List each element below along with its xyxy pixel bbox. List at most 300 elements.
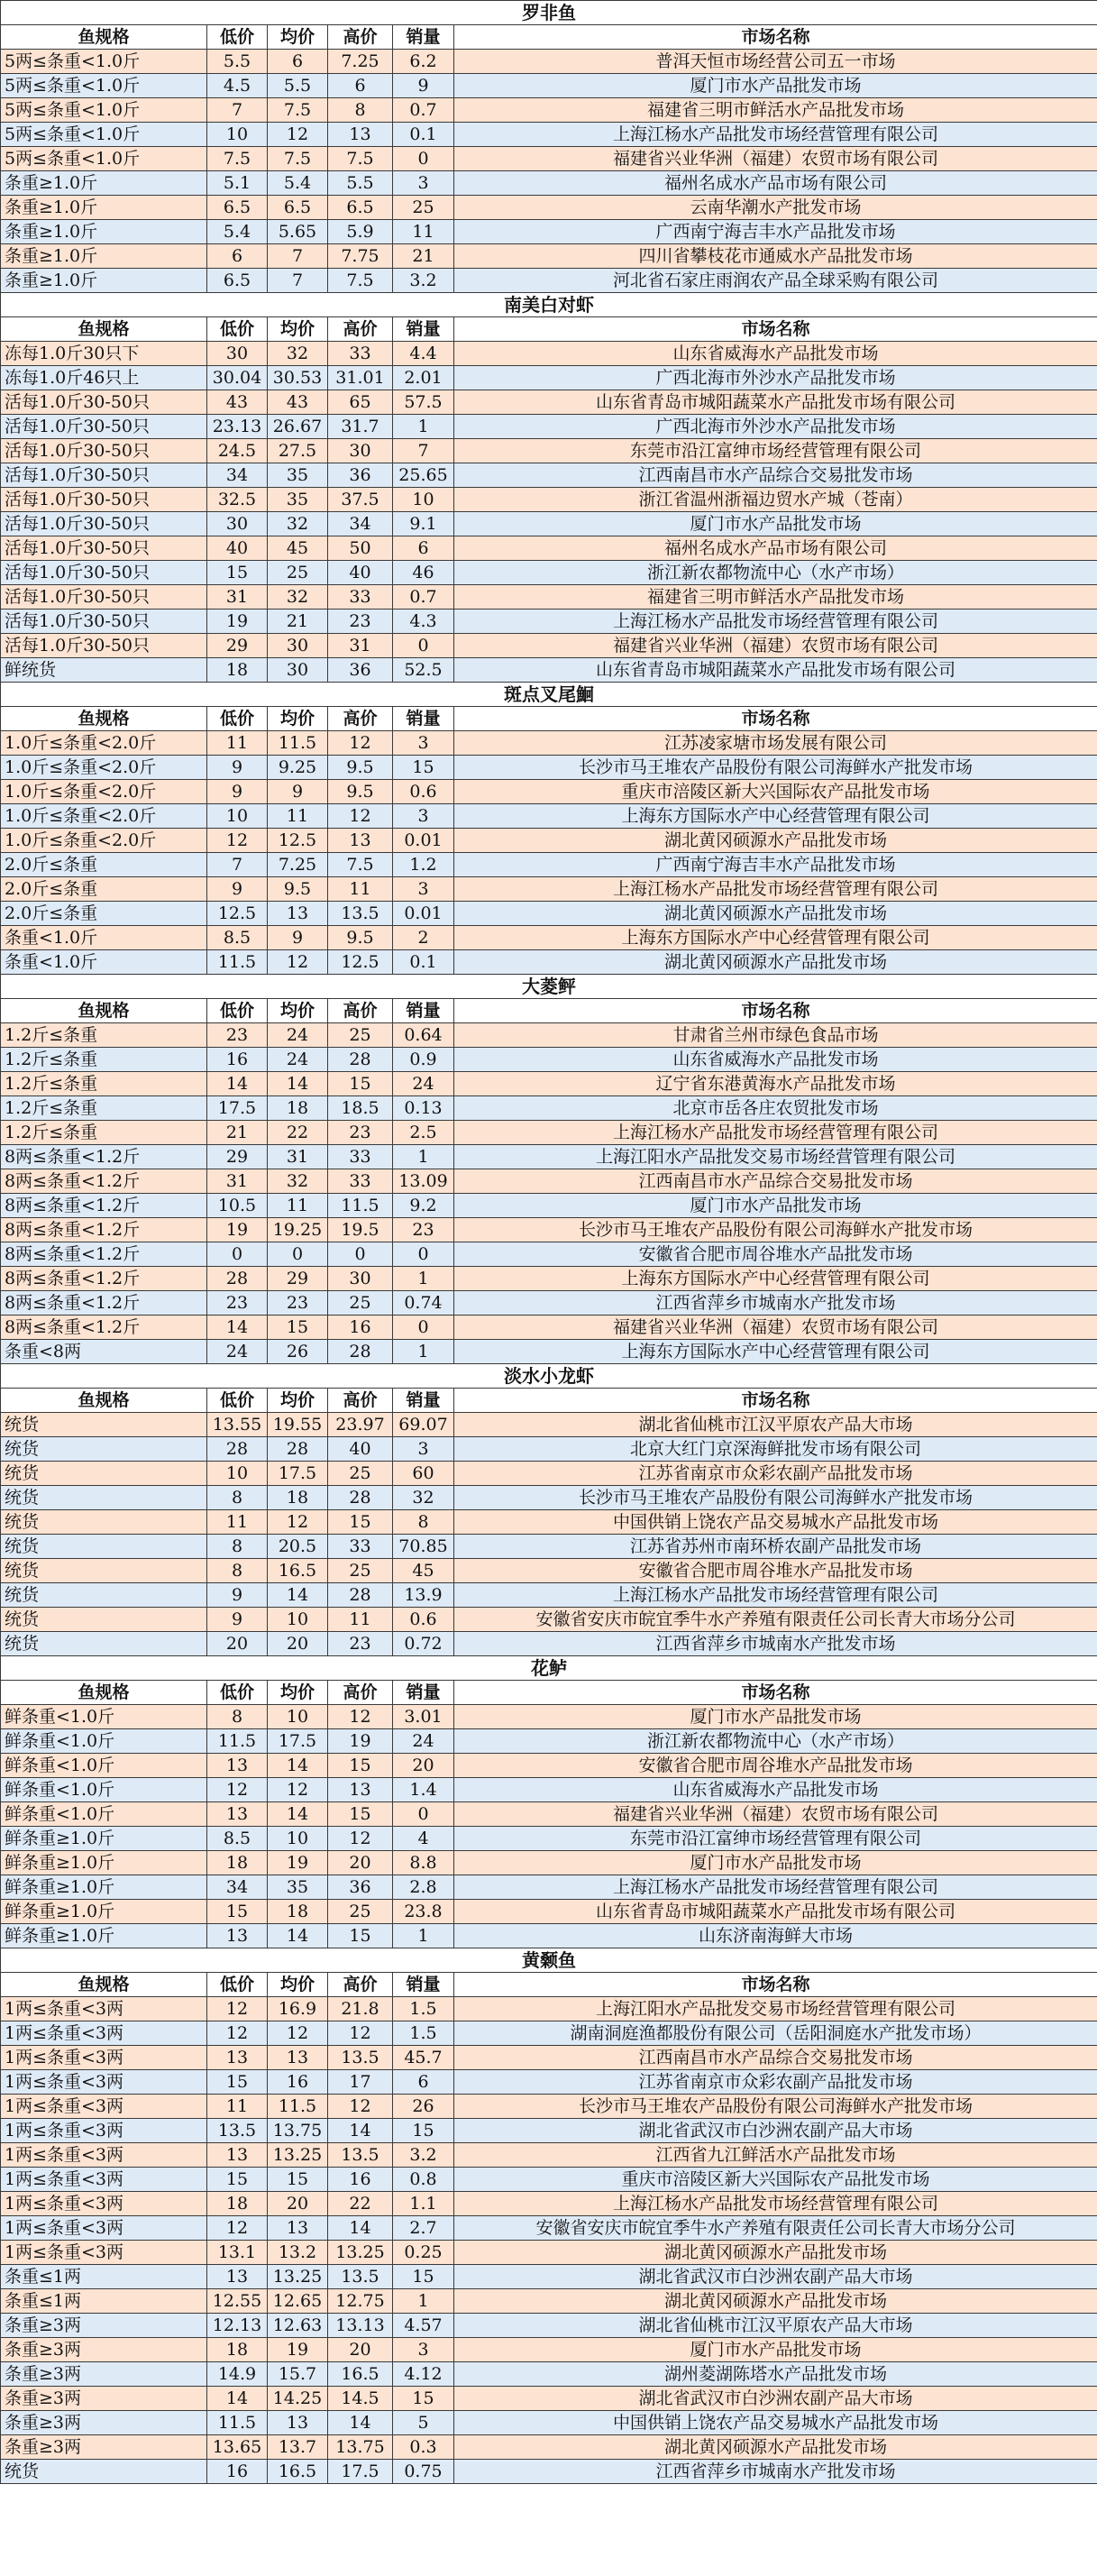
- section-title-row: [1, 1948, 1097, 1973]
- market-cell: 福州名成水产品市场有限公司: [454, 536, 1097, 561]
- table-row: [1, 439, 1097, 463]
- section-title: 淡水小龙虾: [1, 1364, 1097, 1389]
- spec-cell: 条重<1.0斤: [1, 926, 207, 950]
- table-row: [1, 1413, 1097, 1437]
- table-row: [1, 1827, 1097, 1851]
- table-row: [1, 1437, 1097, 1462]
- table-row: [1, 1875, 1097, 1900]
- market-cell: 安徽省合肥市周谷堆水产品批发市场: [454, 1754, 1097, 1778]
- low-price-cell: 12: [207, 2021, 268, 2046]
- high-price-cell: 5.5: [328, 171, 393, 196]
- spec-cell: 1两≤条重<3两: [1, 2143, 207, 2168]
- spec-cell: 统货: [1, 1486, 207, 1510]
- avg-price-cell: 17.5: [268, 1462, 328, 1486]
- column-header-row: [1, 999, 1097, 1023]
- spec-cell: 2.0斤≤条重: [1, 853, 207, 877]
- table-row: [1, 1316, 1097, 1340]
- spec-cell: 统货: [1, 1559, 207, 1583]
- table-row: [1, 2314, 1097, 2338]
- market-cell: 云南华潮水产批发市场: [454, 196, 1097, 220]
- spec-cell: 统货: [1, 1510, 207, 1535]
- market-cell: 湖北黄冈硕源水产品批发市场: [454, 2289, 1097, 2314]
- market-cell: 甘肃省兰州市绿色食品市场: [454, 1023, 1097, 1048]
- high-price-cell: 19.5: [328, 1218, 393, 1242]
- volume-cell: 1: [393, 1340, 454, 1364]
- avg-price-cell: 14.25: [268, 2387, 328, 2411]
- low-price-cell: 14.9: [207, 2362, 268, 2387]
- low-price-cell: 8: [207, 1486, 268, 1510]
- avg-price-cell: 7.25: [268, 853, 328, 877]
- high-price-cell: 25: [328, 1462, 393, 1486]
- volume-cell: 70.85: [393, 1535, 454, 1559]
- spec-cell: 条重≥3两: [1, 2338, 207, 2362]
- volume-header: 销量: [393, 317, 454, 342]
- market-cell: 江西省萍乡市城南水产批发市场: [454, 2460, 1097, 2484]
- low-price-cell: 0: [207, 1242, 268, 1267]
- low-price-header: 低价: [207, 1681, 268, 1705]
- table-row: [1, 1900, 1097, 1924]
- avg-price-header: 均价: [268, 317, 328, 342]
- avg-price-cell: 24: [268, 1023, 328, 1048]
- avg-price-cell: 14: [268, 1924, 328, 1948]
- table-row: [1, 2411, 1097, 2435]
- high-price-cell: 31.7: [328, 415, 393, 439]
- spec-cell: 1.0斤≤条重<2.0斤: [1, 804, 207, 829]
- high-price-cell: 30: [328, 1267, 393, 1291]
- volume-cell: 0: [393, 147, 454, 171]
- market-header: 市场名称: [454, 1681, 1097, 1705]
- avg-price-cell: 12.5: [268, 829, 328, 853]
- volume-cell: 3: [393, 2338, 454, 2362]
- low-price-header: 低价: [207, 707, 268, 731]
- volume-cell: 0.72: [393, 1632, 454, 1656]
- spec-cell: 条重≥1.0斤: [1, 220, 207, 244]
- volume-cell: 15: [393, 2387, 454, 2411]
- market-cell: 山东省威海水产品批发市场: [454, 1048, 1097, 1072]
- table-row: [1, 877, 1097, 902]
- volume-cell: 60: [393, 1462, 454, 1486]
- avg-price-cell: 35: [268, 463, 328, 488]
- low-price-cell: 12: [207, 1997, 268, 2021]
- low-price-header: 低价: [207, 1389, 268, 1413]
- low-price-cell: 43: [207, 390, 268, 415]
- avg-price-cell: 23: [268, 1291, 328, 1316]
- market-cell: 厦门市水产品批发市场: [454, 1705, 1097, 1729]
- spec-header: 鱼规格: [1, 317, 207, 342]
- spec-cell: 统货: [1, 2460, 207, 2484]
- low-price-cell: 32.5: [207, 488, 268, 512]
- avg-price-cell: 35: [268, 1875, 328, 1900]
- avg-price-cell: 16.5: [268, 1559, 328, 1583]
- high-price-cell: 36: [328, 463, 393, 488]
- market-cell: 山东济南海鲜大市场: [454, 1924, 1097, 1948]
- spec-cell: 条重≥3两: [1, 2435, 207, 2460]
- volume-cell: 0.1: [393, 123, 454, 147]
- volume-cell: 0.6: [393, 780, 454, 804]
- high-price-cell: 33: [328, 1169, 393, 1194]
- volume-cell: 32: [393, 1486, 454, 1510]
- spec-cell: 1.0斤≤条重<2.0斤: [1, 731, 207, 756]
- avg-price-cell: 12: [268, 1510, 328, 1535]
- spec-cell: 8两≤条重<1.2斤: [1, 1169, 207, 1194]
- volume-cell: 0.01: [393, 829, 454, 853]
- table-row: [1, 804, 1097, 829]
- volume-header: 销量: [393, 707, 454, 731]
- table-body: [1, 1, 1097, 2484]
- high-price-cell: 15: [328, 1072, 393, 1096]
- low-price-cell: 18: [207, 658, 268, 683]
- low-price-cell: 30: [207, 342, 268, 366]
- spec-cell: 冻每1.0斤46只上: [1, 366, 207, 390]
- table-row: [1, 1705, 1097, 1729]
- table-row: [1, 1559, 1097, 1583]
- volume-cell: 15: [393, 756, 454, 780]
- avg-price-cell: 14: [268, 1802, 328, 1827]
- spec-cell: 鲜条重≥1.0斤: [1, 1851, 207, 1875]
- market-cell: 湖北省武汉市白沙洲农副产品大市场: [454, 2265, 1097, 2289]
- market-cell: 长沙市马王堆农产品股份有限公司海鲜水产批发市场: [454, 1486, 1097, 1510]
- spec-cell: 1两≤条重<3两: [1, 2095, 207, 2119]
- high-price-cell: 14: [328, 2411, 393, 2435]
- market-header: 市场名称: [454, 999, 1097, 1023]
- low-price-cell: 7.5: [207, 147, 268, 171]
- volume-cell: 6: [393, 2070, 454, 2095]
- market-cell: 江苏凌家塘市场发展有限公司: [454, 731, 1097, 756]
- market-cell: 上海江杨水产品批发市场经营管理有限公司: [454, 1583, 1097, 1608]
- table-row: [1, 1340, 1097, 1364]
- spec-cell: 5两≤条重<1.0斤: [1, 50, 207, 74]
- high-price-cell: 13.5: [328, 2265, 393, 2289]
- market-cell: 广西北海市外沙水产品批发市场: [454, 415, 1097, 439]
- market-cell: 湖北黄冈硕源水产品批发市场: [454, 2241, 1097, 2265]
- table-row: [1, 147, 1097, 171]
- high-price-cell: 14: [328, 2119, 393, 2143]
- avg-price-cell: 0: [268, 1242, 328, 1267]
- spec-cell: 8两≤条重<1.2斤: [1, 1218, 207, 1242]
- table-row: [1, 1802, 1097, 1827]
- low-price-cell: 18: [207, 2338, 268, 2362]
- spec-header: 鱼规格: [1, 1681, 207, 1705]
- avg-price-cell: 9.5: [268, 877, 328, 902]
- avg-price-cell: 20.5: [268, 1535, 328, 1559]
- spec-cell: 1两≤条重<3两: [1, 2168, 207, 2192]
- table-row: [1, 780, 1097, 804]
- high-price-cell: 16.5: [328, 2362, 393, 2387]
- avg-price-cell: 24: [268, 1048, 328, 1072]
- low-price-cell: 8.5: [207, 926, 268, 950]
- high-price-header: 高价: [328, 999, 393, 1023]
- avg-price-cell: 20: [268, 2192, 328, 2216]
- avg-price-cell: 11.5: [268, 2095, 328, 2119]
- volume-cell: 0.13: [393, 1096, 454, 1121]
- volume-cell: 9: [393, 74, 454, 98]
- market-cell: 中国供销上饶农产品交易城水产品批发市场: [454, 2411, 1097, 2435]
- low-price-cell: 14: [207, 1316, 268, 1340]
- high-price-header: 高价: [328, 1973, 393, 1997]
- high-price-cell: 16: [328, 1316, 393, 1340]
- market-cell: 长沙市马王堆农产品股份有限公司海鲜水产批发市场: [454, 2095, 1097, 2119]
- high-price-header: 高价: [328, 1389, 393, 1413]
- table-row: [1, 2362, 1097, 2387]
- high-price-header: 高价: [328, 707, 393, 731]
- high-price-cell: 33: [328, 1535, 393, 1559]
- avg-price-cell: 13.25: [268, 2143, 328, 2168]
- section-title: 大菱鲆: [1, 975, 1097, 999]
- avg-price-cell: 13.2: [268, 2241, 328, 2265]
- table-row: [1, 1924, 1097, 1948]
- high-price-cell: 25: [328, 1291, 393, 1316]
- table-row: [1, 1242, 1097, 1267]
- low-price-cell: 34: [207, 463, 268, 488]
- volume-cell: 8: [393, 1510, 454, 1535]
- avg-price-cell: 13: [268, 902, 328, 926]
- high-price-cell: 23: [328, 1121, 393, 1145]
- low-price-cell: 7: [207, 98, 268, 123]
- volume-cell: 0: [393, 1802, 454, 1827]
- high-price-cell: 6: [328, 74, 393, 98]
- spec-cell: 统货: [1, 1437, 207, 1462]
- table-row: [1, 123, 1097, 147]
- high-price-cell: 23: [328, 1632, 393, 1656]
- market-cell: 安徽省合肥市周谷堆水产品批发市场: [454, 1559, 1097, 1583]
- spec-cell: 1.2斤≤条重: [1, 1121, 207, 1145]
- low-price-cell: 11.5: [207, 2411, 268, 2435]
- high-price-cell: 65: [328, 390, 393, 415]
- low-price-cell: 24.5: [207, 439, 268, 463]
- market-cell: 四川省攀枝花市通威水产品批发市场: [454, 244, 1097, 269]
- volume-cell: 26: [393, 2095, 454, 2119]
- market-cell: 上海东方国际水产中心经营管理有限公司: [454, 1340, 1097, 1364]
- spec-cell: 活每1.0斤30-50只: [1, 488, 207, 512]
- high-price-cell: 40: [328, 561, 393, 585]
- high-price-cell: 12: [328, 1827, 393, 1851]
- avg-price-header: 均价: [268, 999, 328, 1023]
- spec-header: 鱼规格: [1, 1389, 207, 1413]
- volume-cell: 8.8: [393, 1851, 454, 1875]
- spec-cell: 1两≤条重<3两: [1, 2046, 207, 2070]
- low-price-cell: 31: [207, 1169, 268, 1194]
- market-cell: 北京市岳各庄农贸批发市场: [454, 1096, 1097, 1121]
- high-price-cell: 22: [328, 2192, 393, 2216]
- high-price-header: 高价: [328, 1681, 393, 1705]
- avg-price-cell: 13: [268, 2046, 328, 2070]
- volume-cell: 20: [393, 1754, 454, 1778]
- high-price-cell: 28: [328, 1048, 393, 1072]
- table-row: [1, 1121, 1097, 1145]
- high-price-cell: 28: [328, 1340, 393, 1364]
- table-row: [1, 1778, 1097, 1802]
- spec-cell: 统货: [1, 1583, 207, 1608]
- high-price-cell: 36: [328, 658, 393, 683]
- high-price-cell: 7.75: [328, 244, 393, 269]
- avg-price-cell: 5.4: [268, 171, 328, 196]
- low-price-cell: 12.13: [207, 2314, 268, 2338]
- high-price-cell: 12: [328, 2095, 393, 2119]
- column-header-row: [1, 317, 1097, 342]
- spec-cell: 鲜条重<1.0斤: [1, 1705, 207, 1729]
- market-cell: 中国供销上饶农产品交易城水产品批发市场: [454, 1510, 1097, 1535]
- high-price-cell: 7.5: [328, 269, 393, 293]
- section-title-row: [1, 975, 1097, 999]
- low-price-cell: 23: [207, 1023, 268, 1048]
- low-price-cell: 15: [207, 561, 268, 585]
- market-header: 市场名称: [454, 25, 1097, 50]
- table-row: [1, 950, 1097, 975]
- high-price-cell: 12: [328, 2021, 393, 2046]
- high-price-cell: 33: [328, 1145, 393, 1169]
- table-row: [1, 463, 1097, 488]
- high-price-cell: 8: [328, 98, 393, 123]
- volume-cell: 0.6: [393, 1608, 454, 1632]
- table-row: [1, 902, 1097, 926]
- avg-price-cell: 6.5: [268, 196, 328, 220]
- high-price-cell: 13.5: [328, 902, 393, 926]
- section-title: 花鲈: [1, 1656, 1097, 1681]
- avg-price-cell: 28: [268, 1437, 328, 1462]
- avg-price-cell: 31: [268, 1145, 328, 1169]
- column-header-row: [1, 1973, 1097, 1997]
- table-row: [1, 415, 1097, 439]
- high-price-cell: 33: [328, 585, 393, 610]
- low-price-cell: 10: [207, 123, 268, 147]
- volume-cell: 0.3: [393, 2435, 454, 2460]
- spec-cell: 5两≤条重<1.0斤: [1, 147, 207, 171]
- low-price-cell: 13.65: [207, 2435, 268, 2460]
- volume-cell: 3: [393, 1437, 454, 1462]
- volume-cell: 4.57: [393, 2314, 454, 2338]
- low-price-cell: 16: [207, 2460, 268, 2484]
- table-row: [1, 1267, 1097, 1291]
- column-header-row: [1, 1389, 1097, 1413]
- table-row: [1, 1218, 1097, 1242]
- table-row: [1, 1583, 1097, 1608]
- table-row: [1, 366, 1097, 390]
- avg-price-header: 均价: [268, 707, 328, 731]
- market-cell: 福建省三明市鲜活水产品批发市场: [454, 585, 1097, 610]
- section-title-row: [1, 1364, 1097, 1389]
- low-price-cell: 13: [207, 1802, 268, 1827]
- high-price-cell: 13.13: [328, 2314, 393, 2338]
- high-price-cell: 13.75: [328, 2435, 393, 2460]
- avg-price-cell: 10: [268, 1608, 328, 1632]
- spec-cell: 8两≤条重<1.2斤: [1, 1194, 207, 1218]
- spec-cell: 统货: [1, 1413, 207, 1437]
- section-title-row: [1, 683, 1097, 707]
- high-price-cell: 16: [328, 2168, 393, 2192]
- volume-header: 销量: [393, 1389, 454, 1413]
- spec-cell: 统货: [1, 1462, 207, 1486]
- table-row: [1, 853, 1097, 877]
- table-row: [1, 2192, 1097, 2216]
- low-price-cell: 30.04: [207, 366, 268, 390]
- table-row: [1, 196, 1097, 220]
- spec-cell: 鲜条重<1.0斤: [1, 1802, 207, 1827]
- market-cell: 江西南昌市水产品综合交易批发市场: [454, 463, 1097, 488]
- volume-cell: 15: [393, 2119, 454, 2143]
- market-cell: 北京大红门京深海鲜批发市场有限公司: [454, 1437, 1097, 1462]
- volume-cell: 3: [393, 731, 454, 756]
- market-cell: 湖北黄冈硕源水产品批发市场: [454, 829, 1097, 853]
- market-cell: 山东省威海水产品批发市场: [454, 1778, 1097, 1802]
- volume-cell: 9.1: [393, 512, 454, 536]
- low-price-cell: 23.13: [207, 415, 268, 439]
- high-price-cell: 9.5: [328, 756, 393, 780]
- avg-price-cell: 18: [268, 1486, 328, 1510]
- market-cell: 湖北黄冈硕源水产品批发市场: [454, 2435, 1097, 2460]
- table-row: [1, 2216, 1097, 2241]
- volume-cell: 46: [393, 561, 454, 585]
- spec-cell: 2.0斤≤条重: [1, 902, 207, 926]
- low-price-cell: 13: [207, 1754, 268, 1778]
- high-price-cell: 9.5: [328, 926, 393, 950]
- avg-price-cell: 19: [268, 1851, 328, 1875]
- market-cell: 安徽省安庆市皖宜季牛水产养殖有限责任公司长青大市场分公司: [454, 1608, 1097, 1632]
- high-price-cell: 40: [328, 1437, 393, 1462]
- low-price-cell: 9: [207, 780, 268, 804]
- low-price-cell: 29: [207, 634, 268, 658]
- high-price-cell: 13.5: [328, 2046, 393, 2070]
- market-cell: 上海江杨水产品批发市场经营管理有限公司: [454, 1121, 1097, 1145]
- market-cell: 福建省兴业华洲（福建）农贸市场有限公司: [454, 1802, 1097, 1827]
- avg-price-cell: 18: [268, 1096, 328, 1121]
- avg-price-cell: 12: [268, 1778, 328, 1802]
- spec-cell: 鲜条重≥1.0斤: [1, 1900, 207, 1924]
- low-price-cell: 13: [207, 1924, 268, 1948]
- avg-price-cell: 11: [268, 804, 328, 829]
- volume-cell: 23.8: [393, 1900, 454, 1924]
- avg-price-cell: 19: [268, 2338, 328, 2362]
- low-price-cell: 10: [207, 804, 268, 829]
- avg-price-cell: 14: [268, 1583, 328, 1608]
- low-price-cell: 13: [207, 2143, 268, 2168]
- volume-cell: 10: [393, 488, 454, 512]
- avg-price-cell: 5.65: [268, 220, 328, 244]
- high-price-cell: 28: [328, 1583, 393, 1608]
- low-price-cell: 28: [207, 1267, 268, 1291]
- market-cell: 山东省青岛市城阳蔬菜水产品批发市场有限公司: [454, 390, 1097, 415]
- table-row: [1, 610, 1097, 634]
- spec-cell: 条重≥1.0斤: [1, 171, 207, 196]
- volume-cell: 7: [393, 439, 454, 463]
- low-price-header: 低价: [207, 1973, 268, 1997]
- table-row: [1, 269, 1097, 293]
- high-price-cell: 13.5: [328, 2143, 393, 2168]
- table-row: [1, 658, 1097, 683]
- low-price-cell: 6: [207, 244, 268, 269]
- spec-cell: 活每1.0斤30-50只: [1, 512, 207, 536]
- spec-cell: 条重≥3两: [1, 2362, 207, 2387]
- high-price-header: 高价: [328, 25, 393, 50]
- low-price-cell: 15: [207, 1900, 268, 1924]
- market-cell: 山东省威海水产品批发市场: [454, 342, 1097, 366]
- volume-cell: 45: [393, 1559, 454, 1583]
- avg-price-cell: 17.5: [268, 1729, 328, 1754]
- spec-header: 鱼规格: [1, 1973, 207, 1997]
- table-row: [1, 1462, 1097, 1486]
- spec-cell: 条重≥1.0斤: [1, 196, 207, 220]
- high-price-cell: 15: [328, 1754, 393, 1778]
- volume-cell: 0.25: [393, 2241, 454, 2265]
- high-price-cell: 11.5: [328, 1194, 393, 1218]
- market-cell: 江西省萍乡市城南水产批发市场: [454, 1632, 1097, 1656]
- avg-price-cell: 30: [268, 634, 328, 658]
- spec-cell: 活每1.0斤30-50只: [1, 561, 207, 585]
- market-cell: 浙江新农都物流中心（水产市场）: [454, 561, 1097, 585]
- market-cell: 安徽省安庆市皖宜季牛水产养殖有限责任公司长青大市场分公司: [454, 2216, 1097, 2241]
- high-price-cell: 13: [328, 1778, 393, 1802]
- low-price-cell: 15: [207, 2070, 268, 2095]
- high-price-cell: 14: [328, 2216, 393, 2241]
